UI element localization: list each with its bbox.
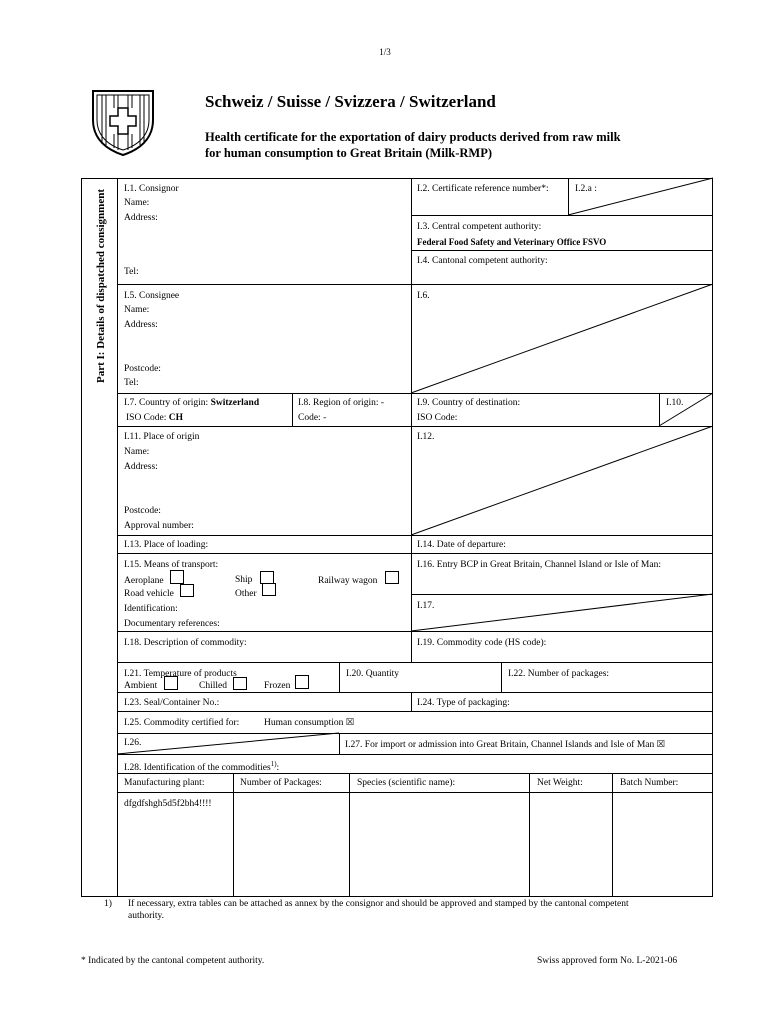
column-manufacturing-plant: Manufacturing plant: [124,778,205,788]
approval-number-label: Approval number: [124,521,194,531]
identification-label: Identification: [124,604,178,614]
i10-label: I.10. [666,398,684,408]
consignee-tel-label: Tel: [124,378,139,388]
aeroplane-checkbox[interactable] [170,570,184,584]
quantity-label: I.20. Quantity [346,669,400,679]
destination-country-label: I.9. Country of destination: [417,398,521,408]
country-of-origin-value: Switzerland [210,398,260,408]
footnote-line1: If necessary, extra tables can be attached as annex by the consignor and should be approved and stamped by the cantonal competent [128,899,629,909]
commodity-description-label: I.18. Description of commodity: [124,638,247,648]
consignor-heading: I.1. Consignor [124,184,179,194]
central-authority-value: Federal Food Safety and Veterinary Office FSVO [417,237,607,247]
certificate-subtitle-line2: for human consumption to Great Britain (Milk-RMP) [205,146,493,160]
destination-iso-label: ISO Code: [417,413,458,423]
consignor-name-label: Name: [124,198,150,208]
documentary-references-label: Documentary references: [124,619,220,629]
certificate-subtitle-line1: Health certificate for the exportation of dairy products derived from raw milk [205,130,621,144]
place-of-origin-postcode-label: Postcode: [124,506,161,516]
ambient-checkbox[interactable] [164,676,178,690]
road-vehicle-label: Road vehicle [124,589,174,599]
consignee-heading: I.5. Consignee [124,291,180,301]
date-of-departure-label: I.14. Date of departure: [417,540,506,550]
certified-for-value: Human consumption ☒ [264,718,355,728]
place-of-origin-name-label: Name: [124,447,150,457]
column-batch-number: Batch Number: [620,778,679,788]
i12-label: I.12. [417,432,435,442]
place-of-loading-label: I.13. Place of loading: [124,540,209,550]
identification-heading [124,758,279,774]
footnote-line2: authority. [128,911,165,921]
column-species: Species (scientific name): [357,778,456,788]
frozen-checkbox[interactable] [295,675,309,689]
consignor-address-label: Address: [124,213,158,223]
chilled-label: Chilled [199,681,227,691]
column-net-weight: Net Weight: [537,778,583,788]
i26-label: I.26. [124,738,142,748]
origin-iso-code [126,412,183,424]
other-transport-label: Other [235,589,257,599]
origin-iso-value: CH [168,413,183,423]
identification-heading-footnote-ref: 1) [270,760,277,768]
page-title: Schweiz / Suisse / Svizzera / Switzerland [205,92,496,111]
ambient-label: Ambient [124,681,158,691]
i6-label: I.6. [417,291,430,301]
footer-note: * Indicated by the cantonal competent authority. [81,956,265,966]
country-of-origin [124,397,259,409]
country-of-origin-label: I.7. Country of origin: [124,398,211,408]
certified-for-label: I.25. Commodity certified for: [124,718,240,728]
commodity-code-label: I.19. Commodity code (HS code): [417,638,547,648]
part-one-side-label: Part I: Details of dispatched consignment [95,188,107,384]
cantonal-authority-label: I.4. Cantonal competent authority: [417,256,548,266]
seal-container-label: I.23. Seal/Container No.: [124,698,220,708]
frozen-label: Frozen [264,681,291,691]
type-of-packaging-label: I.24. Type of packaging: [417,698,510,708]
footnote-marker: 1) [104,899,112,909]
other-transport-checkbox[interactable] [262,583,276,596]
chilled-checkbox[interactable] [233,677,247,690]
identification-heading-colon: : [276,763,280,774]
i2a-label: I.2.a : [575,184,597,194]
ship-label: Ship [235,575,253,585]
page-number: 1/3 [379,47,391,57]
place-of-origin-address-label: Address: [124,462,158,472]
consignor-tel-label: Tel: [124,267,139,277]
road-vehicle-checkbox[interactable] [180,584,194,597]
region-code-label: Code: - [298,413,327,423]
i17-label: I.17. [417,601,435,611]
consignee-address-label: Address: [124,320,158,330]
form-number: Swiss approved form No. L-2021-06 [537,956,678,966]
manufacturing-plant-value: dfgdfshgh5d5f2bh4!!!! [124,799,212,809]
railway-wagon-checkbox[interactable] [385,571,399,584]
number-of-packages-label: I.22. Number of packages: [508,669,610,679]
certificate-reference-label: I.2. Certificate reference number*: [417,184,549,194]
aeroplane-label: Aeroplane [124,576,164,586]
railway-wagon-label: Railway wagon [318,576,378,586]
i27-label: I.27. For import or admission into Great Britain, Channel Islands and Isle of Man ☒ [345,740,666,750]
consignee-name-label: Name: [124,305,150,315]
place-of-origin-heading: I.11. Place of origin [124,432,200,442]
column-number-of-packages: Number of Packages: [240,778,322,788]
origin-iso-label: ISO Code: [126,413,169,423]
means-of-transport-heading: I.15. Means of transport: [124,560,219,570]
consignee-postcode-label: Postcode: [124,364,161,374]
identification-heading-text: I.28. Identification of the commodities [124,763,271,774]
central-authority-label: I.3. Central competent authority: [417,222,542,232]
temperature-heading: I.21. Temperature of products [124,669,237,679]
entry-bcp-label: I.16. Entry BCP in Great Britain, Channel Island or Isle of Man: [417,560,661,570]
region-of-origin-label: I.8. Region of origin: - [298,398,385,408]
